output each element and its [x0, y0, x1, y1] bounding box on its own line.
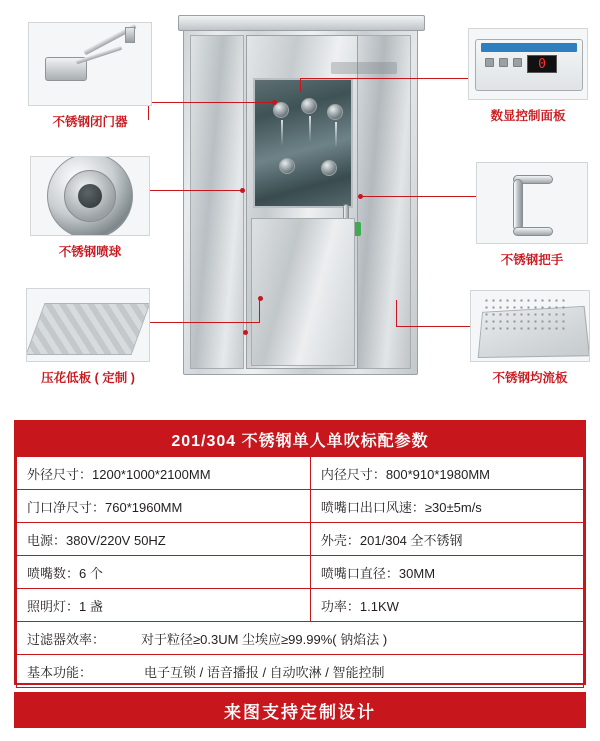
spec-value: ≥30±5m/s — [424, 499, 482, 515]
spec-cell — [310, 589, 583, 622]
spec-label: 基本功能： — [27, 664, 93, 680]
spec-value: 760*1960MM — [105, 499, 183, 515]
spec-value: 380V/220V 50HZ — [66, 532, 166, 548]
callout-label: 不锈钢喷球 — [58, 245, 122, 259]
spec-value: 6 个 — [79, 565, 103, 581]
spec-cell — [310, 556, 583, 589]
leader-line — [396, 300, 397, 326]
diffuser-plate-icon — [470, 290, 590, 362]
spec-value: 1.1KW — [359, 598, 399, 614]
nozzle-icon — [321, 160, 337, 176]
spec-label: 照明灯： — [27, 598, 80, 614]
spec-value: 30MM — [398, 565, 436, 581]
air-jet — [309, 116, 311, 142]
spec-value: 1200*1000*2100MM — [92, 466, 211, 482]
spec-value: 对于粒径≥0.3UM 尘埃应≥99.99%( 钠焰法 ) — [141, 631, 388, 647]
spec-label: 功率： — [320, 598, 360, 614]
callout-label: 压花低板 ( 定制 ) — [41, 371, 135, 385]
cabinet-top-cap — [178, 15, 425, 31]
handle-icon — [476, 162, 588, 244]
spec-label: 外壳： — [320, 532, 360, 548]
spray-ball-icon — [30, 156, 150, 236]
nozzle-icon — [301, 98, 317, 114]
callout-floor-plate — [26, 288, 150, 386]
leader-line — [134, 190, 242, 191]
table-row — [17, 523, 584, 556]
leader-line — [142, 322, 260, 323]
door-closer-icon — [28, 22, 152, 106]
nozzle-icon — [327, 104, 343, 120]
spec-label: 门口净尺寸： — [27, 499, 106, 515]
door-lower-panel — [251, 218, 355, 366]
callout-label: 数显控制面板 — [490, 109, 566, 123]
table-row — [17, 556, 584, 589]
custom-design-banner: 来图支持定制设计 — [14, 692, 586, 728]
spec-cell — [310, 523, 583, 556]
table-row — [17, 457, 584, 490]
cabinet-right-panel — [355, 35, 411, 369]
spec-cell — [17, 523, 311, 556]
leader-line — [259, 298, 260, 322]
spec-label: 过滤器效率： — [27, 631, 106, 647]
table-row — [17, 622, 584, 655]
spec-label: 内径尺寸： — [320, 466, 386, 482]
cabinet-left-panel — [190, 35, 244, 369]
leader-line — [360, 196, 476, 197]
callout-label: 不锈钢均流板 — [492, 371, 568, 385]
air-jet — [335, 122, 337, 148]
spec-grid — [16, 456, 584, 688]
digital-control-panel-icon — [468, 28, 588, 100]
door-view-window — [253, 78, 353, 208]
spec-table-title: 201/304 不锈钢单人单吹标配参数 — [16, 422, 584, 456]
callout-control-panel — [468, 28, 588, 124]
leader-line — [300, 78, 301, 92]
spec-value: 800*910*1980MM — [385, 466, 490, 482]
spec-cell-wide — [17, 622, 584, 655]
spec-cell — [17, 490, 311, 523]
callout-spray-ball — [30, 156, 150, 260]
spec-cell — [17, 457, 311, 490]
spec-value: 1 盏 — [79, 598, 103, 614]
table-row — [17, 655, 584, 688]
spec-cell-wide — [17, 655, 584, 688]
cabinet-logo — [331, 62, 397, 74]
leader-dot — [243, 330, 248, 335]
spec-value: 201/304 全不锈钢 — [359, 532, 463, 548]
spec-label: 电源： — [27, 532, 67, 548]
panel-display-value: 0 — [527, 55, 557, 73]
spec-cell — [17, 589, 311, 622]
table-row — [17, 490, 584, 523]
spec-label: 喷嘴数： — [27, 565, 80, 581]
spec-label: 喷嘴口出口风速： — [320, 499, 425, 515]
callout-label: 不锈钢闭门器 — [52, 115, 128, 129]
air-jet — [281, 120, 283, 146]
callout-diffuser-plate — [470, 290, 590, 386]
spec-value: 电子互锁 / 语音播报 / 自动吹淋 / 智能控制 — [144, 664, 385, 680]
specification-table — [14, 420, 586, 685]
callout-handle — [476, 162, 588, 268]
leader-line — [148, 102, 274, 103]
embossed-floor-plate-icon — [26, 288, 150, 362]
spec-cell — [310, 457, 583, 490]
spec-cell — [17, 556, 311, 589]
nozzle-icon — [279, 158, 295, 174]
cabinet-door — [246, 35, 358, 369]
spec-label: 喷嘴口直径： — [320, 565, 399, 581]
spec-label: 外径尺寸： — [27, 466, 93, 482]
leader-line — [300, 78, 472, 79]
table-row — [17, 589, 584, 622]
callout-door-closer — [28, 22, 152, 130]
leader-dot — [358, 194, 363, 199]
spec-cell — [310, 490, 583, 523]
callout-label: 不锈钢把手 — [500, 253, 564, 267]
